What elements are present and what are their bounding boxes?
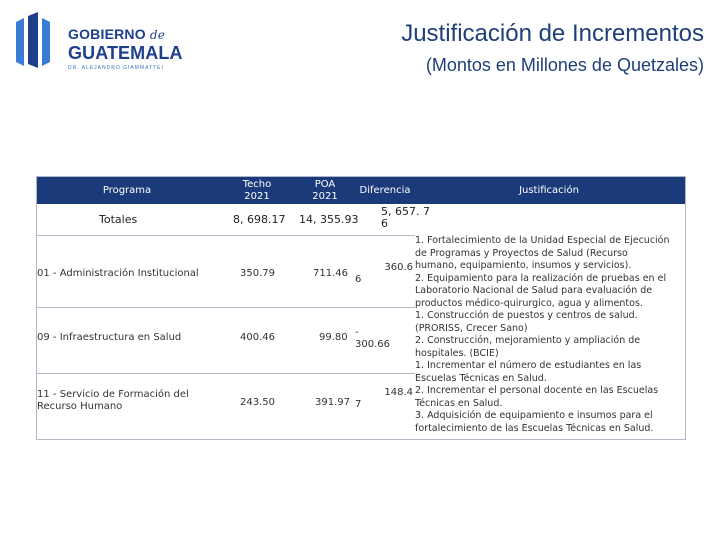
logo-line3: DR. ALEJANDRO GIAMMATTEI xyxy=(68,65,164,71)
row2-techo: 400.46 xyxy=(240,332,275,343)
header-programa: Programa xyxy=(102,185,152,196)
just-line: fortalecimiento de las Escuelas Técnicas en Salud. xyxy=(415,422,654,434)
divider xyxy=(37,307,415,308)
row1-programa: 01 - Administración Institucional xyxy=(37,268,199,279)
header-techo: Techo 2021 xyxy=(242,179,272,202)
increments-table xyxy=(36,176,686,440)
just-line: 1. Construcción de puestos y centros de salud. xyxy=(415,310,638,321)
totals-poa: 14, 355.93 xyxy=(299,213,359,226)
totals-diferencia: 5, 657. 7 6 xyxy=(381,205,430,230)
totals-row xyxy=(37,204,685,235)
page-subtitle: (Montos en Millones de Quetzales) xyxy=(425,55,704,75)
just-line: humano, equipamiento, insumos y servicios). xyxy=(415,260,632,271)
gobierno-guatemala-logo xyxy=(14,12,184,71)
row3-poa: 391.97 xyxy=(315,397,350,408)
just-line: 2. Incrementar el personal docente en las Escuelas xyxy=(415,385,659,396)
row2-programa: 09 - Infraestructura en Salud xyxy=(37,332,182,343)
row1-poa: 711.46 xyxy=(313,268,348,279)
header-justificacion: Justificación xyxy=(519,185,579,196)
row2-poa: 99.80 xyxy=(319,332,348,343)
logo-line1: GOBIERNO de xyxy=(68,26,166,42)
page-title: Justificación de Incrementos xyxy=(401,20,704,47)
logo-emblem-icon xyxy=(14,12,54,68)
header-poa: POA 2021 xyxy=(312,179,338,202)
divider xyxy=(37,235,415,236)
just-line: Escuelas Técnicas en Salud. xyxy=(415,372,547,384)
just-line: Técnicas en Salud. xyxy=(415,397,503,409)
just-line: hospitales. (BCIE) xyxy=(415,347,499,359)
just-line: productos médico-quirurgico, agua y alimentos. xyxy=(415,297,643,309)
logo-line2: GUATEMALA xyxy=(68,43,183,63)
just-line: Laboratorio Nacional de Salud para evaluación de xyxy=(415,285,653,296)
divider xyxy=(37,373,415,374)
just-line: de Programas y Proyectos de Salud (Recurso xyxy=(415,247,628,259)
just-line: 2. Construcción, mejoramiento y ampliación de xyxy=(415,335,641,346)
just-line: 1. Incrementar el número de estudiantes en las xyxy=(415,360,642,371)
row3-programa: 11 - Servicio de Formación del Recurso Humano xyxy=(37,389,189,412)
totals-techo: 8, 698.17 xyxy=(233,213,286,226)
table-header xyxy=(37,177,685,204)
row1-techo: 350.79 xyxy=(240,268,275,279)
row1-diferencia: 360.6 6 xyxy=(355,262,413,285)
just-line: 2. Equipamiento para la realización de pruebas en el xyxy=(415,272,667,284)
just-line: 3. Adquisición de equipamiento e insumos para el xyxy=(415,410,653,421)
row3-techo: 243.50 xyxy=(240,397,275,408)
header-diferencia: Diferencia xyxy=(359,185,411,196)
row2-diferencia: - 300.66 xyxy=(355,327,390,350)
totals-label: Totales xyxy=(99,213,138,226)
row3-diferencia: 148.4 7 xyxy=(355,387,413,410)
just-line: 1. Fortalecimiento de la Unidad Especial de Ejecución xyxy=(415,235,670,246)
just-line: (PRORISS, Crecer Sano) xyxy=(415,322,528,334)
justificacion-text xyxy=(415,235,683,435)
